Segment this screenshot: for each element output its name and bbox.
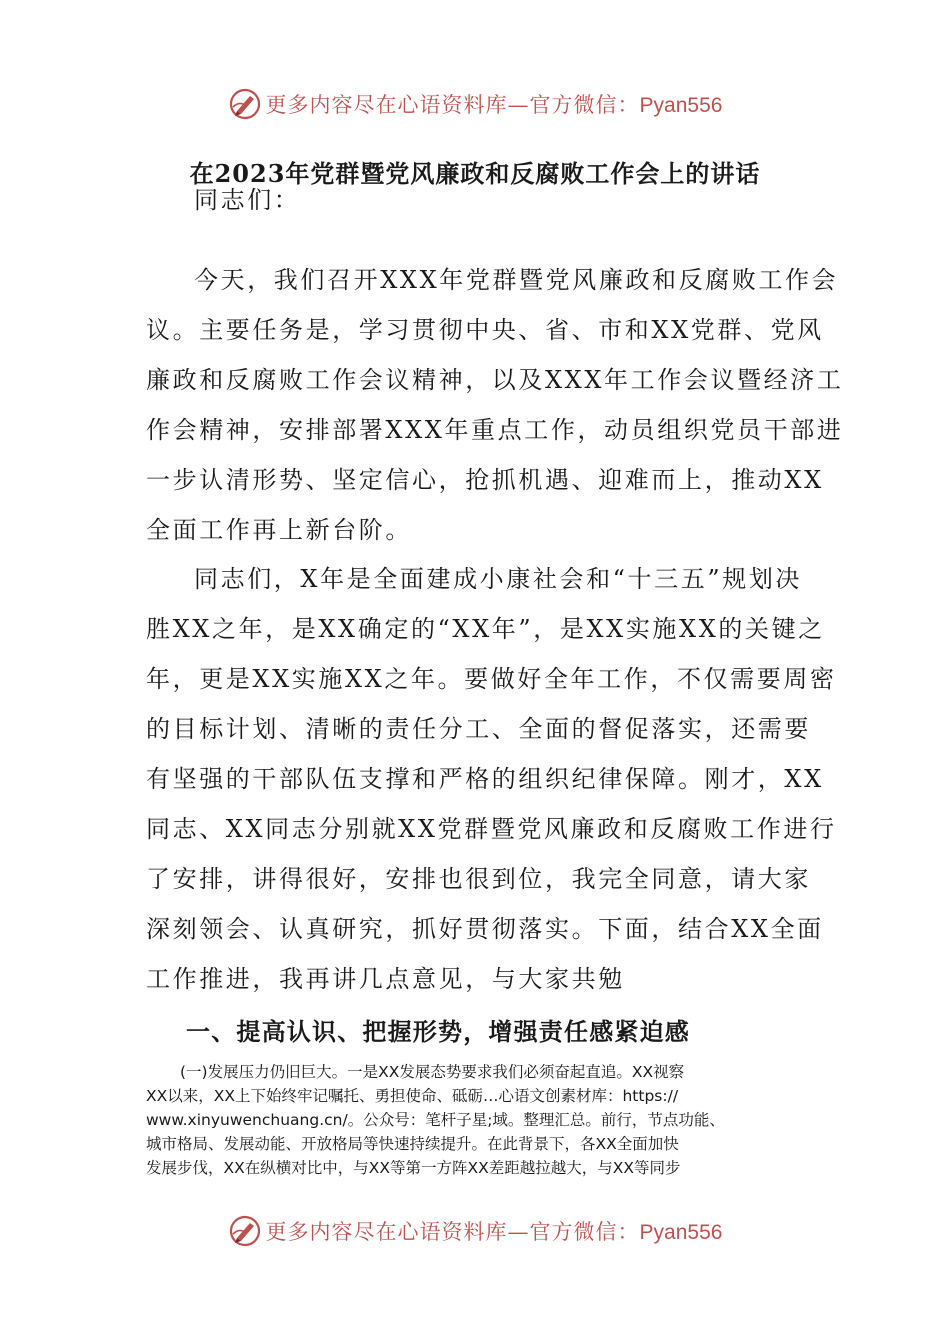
text-line: 作会精神，安排部署XXX年重点工作，动员组织党员干部进 [146,416,844,444]
text-line: 有坚强的干部队伍支撑和严格的组织纪律保障。刚才，XX [146,765,824,793]
text-line: 议。主要任务是，学习贯彻中央、省、市和XX党群、党风 [146,316,824,344]
text-line: 同志、XX同志分别就XX党群暨党风廉政和反腐败工作进行 [146,815,837,843]
text-line: 全面工作再上新台阶。 [146,516,412,544]
text-line: 年，更是XX实施XX之年。要做好全年工作，不仅需要周密 [146,665,837,693]
text-line: XX以来，XX上下始终牢记嘱托、勇担使命、砥砺…心语文创素材库：https:// [146,1087,679,1105]
watermark-footer [0,1211,950,1251]
pen-logo-icon [228,87,262,121]
text-line: 今天，我们召开XXX年党群暨党风廉政和反腐败工作会 [194,266,839,294]
text-line: 同志们，X年是全面建成小康社会和“十三五”规划决 [194,565,803,593]
watermark-header [0,84,950,124]
text-line: 工作推进，我再讲几点意见，与大家共勉 [146,965,625,993]
text-line: 廉政和反腐败工作会议精神，以及XXX年工作会议暨经济工 [146,366,844,394]
section-heading-1: 一、提高认识、把握形势，增强责任感紧迫感 [186,1017,690,1046]
text-line: 的目标计划、清晰的责任分工、全面的督促落实，还需要 [146,715,811,743]
paragraph-1 [146,255,844,555]
document-title: 在2023年党群暨党风廉政和反腐败工作会上的讲话 [189,159,761,188]
text-line: 胜XX之年，是XX确定的“XX年”，是XX实施XX的关键之 [146,615,825,643]
salutation: 同志们： [194,186,301,214]
text-line: 发展步伐，XX在纵横对比中，与XX等第一方阵XX差距越拉越大，与XX等同步 [146,1159,681,1177]
text-line: (一)发展压力仍旧巨大。一是XX发展态势要求我们必须奋起直追。XX视察 [180,1063,685,1081]
watermark-text: 更多内容尽在心语资料库—官方微信：Pyan556 [265,93,723,117]
paragraph-2 [146,554,837,1004]
text-line: 深刻领会、认真研究，抓好贯彻落实。下面，结合XX全面 [146,915,824,943]
text-line: 了安排，讲得很好，安排也很到位，我完全同意，请大家 [146,865,811,893]
text-line: 一步认清形势、坚定信心，抢抓机遇、迎难而上，推动XX [146,466,824,494]
text-line: 城市格局、发展动能、开放格局等快速持续提升。在此背景下，各XX全面加快 [146,1135,679,1153]
watermark-text: 更多内容尽在心语资料库—官方微信：Pyan556 [265,1220,723,1244]
text-line: www.xinyuwenchuang.cn/。公众号：笔杆子星;域。整理汇总。前行，节点功能、 [146,1111,725,1129]
pen-logo-icon [228,1214,262,1248]
paragraph-3 [146,1060,811,1180]
